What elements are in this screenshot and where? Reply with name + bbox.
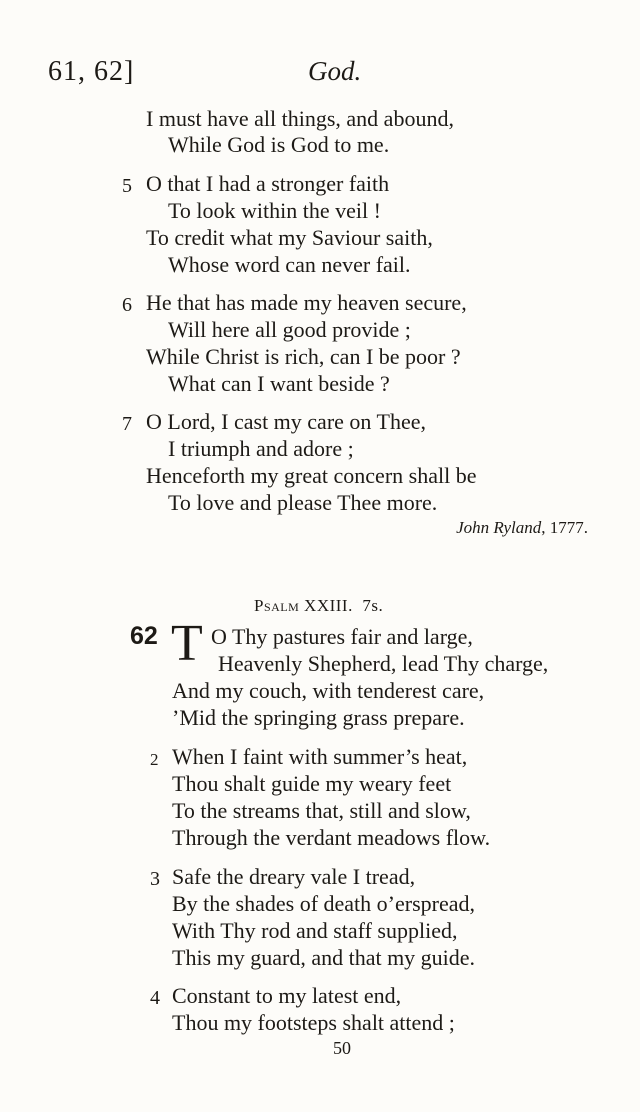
verse-line: Will here all good provide ; xyxy=(168,317,411,342)
verse-line: Through the verdant meadows flow. xyxy=(172,825,491,850)
stanza-number: 3 xyxy=(150,868,160,890)
page-number: 50 xyxy=(333,1038,351,1058)
verse-line: By the shades of death o’erspread, xyxy=(172,891,476,916)
verse-line: When I faint with summer’s heat, xyxy=(172,744,468,769)
verse-line: While Christ is rich, can I be poor ? xyxy=(146,344,461,369)
verse-line: Safe the dreary vale I tread, xyxy=(172,864,416,889)
verse-line: What can I want beside ? xyxy=(168,371,390,396)
verse-line: Heavenly Shepherd, lead Thy charge, xyxy=(218,651,549,676)
verse-line: I triumph and adore ; xyxy=(168,436,354,461)
verse-line: O that I had a stronger faith xyxy=(146,171,390,196)
drop-cap: T xyxy=(171,615,203,672)
verse-line: With Thy rod and staff supplied, xyxy=(172,918,458,943)
stanza-number: 6 xyxy=(122,294,132,316)
verse-line: While God is God to me. xyxy=(168,132,390,157)
running-head-hymn-numbers: 61, 62] xyxy=(48,56,135,87)
verse-line: Thou shalt guide my weary feet xyxy=(172,771,452,796)
psalm-reference: Psalm XXIII. xyxy=(254,596,353,615)
verse-line: To love and please Thee more. xyxy=(168,490,438,515)
hymn-number: 62 xyxy=(130,622,158,650)
meter: 7s. xyxy=(362,596,384,615)
verse-line: And my couch, with tenderest care, xyxy=(172,678,485,703)
verse-line: To the streams that, still and slow, xyxy=(172,798,471,823)
stanza-number: 4 xyxy=(150,987,160,1009)
verse-line: He that has made my heaven secure, xyxy=(146,290,467,315)
hymn-attribution xyxy=(456,518,588,538)
attribution-year: , 1777. xyxy=(541,518,588,537)
verse-line: I must have all things, and abound, xyxy=(146,106,454,131)
verse-line: To look within the veil ! xyxy=(168,198,381,223)
verse-line: Constant to my latest end, xyxy=(172,983,402,1008)
verse-line: This my guard, and that my guide. xyxy=(172,945,476,970)
verse-line: Whose word can never fail. xyxy=(168,252,411,277)
verse-line: Thou my footsteps shalt attend ; xyxy=(172,1010,455,1035)
verse-line: ’Mid the springing grass prepare. xyxy=(172,705,465,730)
stanza-number: 7 xyxy=(122,413,132,435)
verse-line: O Thy pastures fair and large, xyxy=(211,624,473,649)
stanza-number: 2 xyxy=(150,750,159,769)
psalm-heading xyxy=(254,596,383,616)
author-name: John Ryland xyxy=(456,518,542,537)
verse-line: To credit what my Saviour saith, xyxy=(146,225,433,250)
running-head-title: God. xyxy=(308,56,362,86)
verse-line: Henceforth my great concern shall be xyxy=(146,463,477,488)
stanza-number: 5 xyxy=(122,175,132,197)
verse-line: O Lord, I cast my care on Thee, xyxy=(146,409,426,434)
